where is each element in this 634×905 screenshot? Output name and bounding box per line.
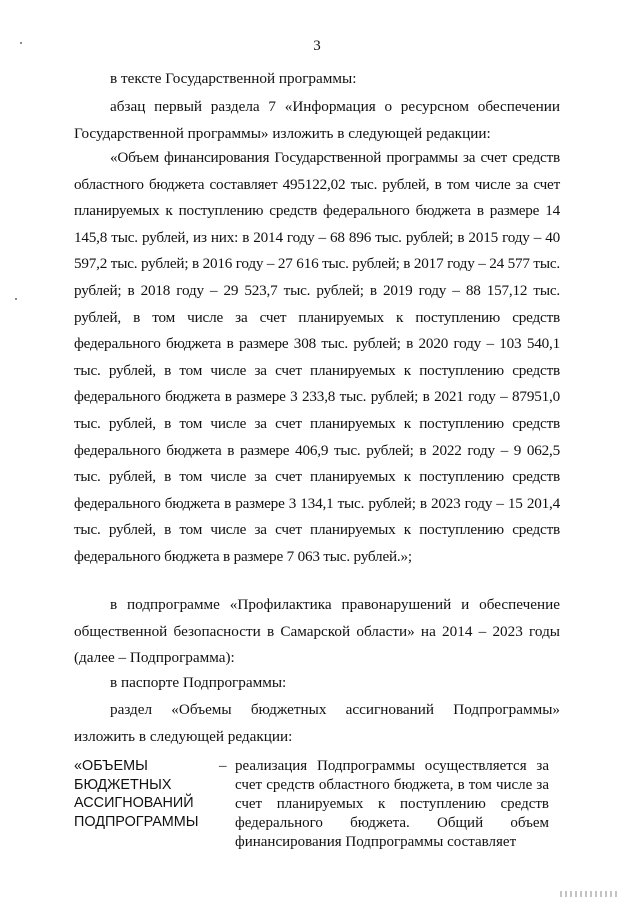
paragraph-section-volumes: раздел «Объемы бюджетных ассигнований Подпрограммы» изложить в следующей редакции: xyxy=(74,701,560,745)
table-dash: – xyxy=(219,758,227,774)
scan-mark xyxy=(560,891,620,897)
paragraph-passport: в паспорте Подпрограммы: xyxy=(110,674,287,691)
page-number: 3 xyxy=(313,38,321,54)
paragraph-subprogram: в подпрограмме «Профилактика правонарушений и обеспечение общественной безопасности в Самарской области» на 2014 – 2023 годы (далее – Подпрограмма): xyxy=(74,596,560,667)
paragraph-intro: в тексте Государственной программы: xyxy=(110,70,357,87)
scan-speck xyxy=(15,298,17,300)
table-right-text: реализация Подпрограммы осуществляется за счет средств областного бюджета, в том числе за счет планируемых к поступлению средств федерального бюджета. Общий объем финансирования Подпрограммы составляет xyxy=(235,758,549,850)
scan-speck xyxy=(20,42,22,44)
paragraph-section7: абзац первый раздела 7 «Информация о ресурсном обеспечении Государственной программы» изложить в следующей редакции: xyxy=(74,98,560,142)
table-left-label: «ОБЪЕМЫ БЮДЖЕТНЫХ АССИГНОВАНИЙ ПОДПРОГРАММЫ xyxy=(74,758,199,831)
paragraph-financing: «Объем финансирования Государственной программы за счет средств областного бюджета составляет 495122,02 тыс. рублей, в том числе за счет планируемых к поступлению средств федерального бюджета в размере 14 145,8 тыс. рублей, из них: в 2014 году – 68 896 тыс. рублей; в 2015 году – 40 597,2 тыс. рублей; в 2016 году – 27 616 тыс. рублей; в 2017 году – 24 577 тыс. рублей; в 2018 году – 29 523,7 тыс. рублей; в 2019 году – 88 157,12 тыс. рублей, в том числе за счет планируемых к поступлению средств федерального бюджета в размере 308 тыс. рублей; в 2020 году – 103 540,1 тыс. рублей, в том числе за счет планируемых к поступлению средств федерального бюджета в размере 3 233,8 тыс. рублей; в 2021 году – 87951,0 тыс. рублей, в том числе за счет планируемых к поступлению средств федерального бюджета в размере 406,9 тыс. рублей; в 2022 году – 9 062,5 тыс. рублей, в том числе за счет планируемых к поступлению средств федерального бюджета в размере 3 134,1 тыс. рублей; в 2023 году – 15 201,4 тыс. рублей, в том числе за счет планируемых к поступлению средств федерального бюджета в размере 7 063 тыс. рублей.»; xyxy=(74,149,560,565)
